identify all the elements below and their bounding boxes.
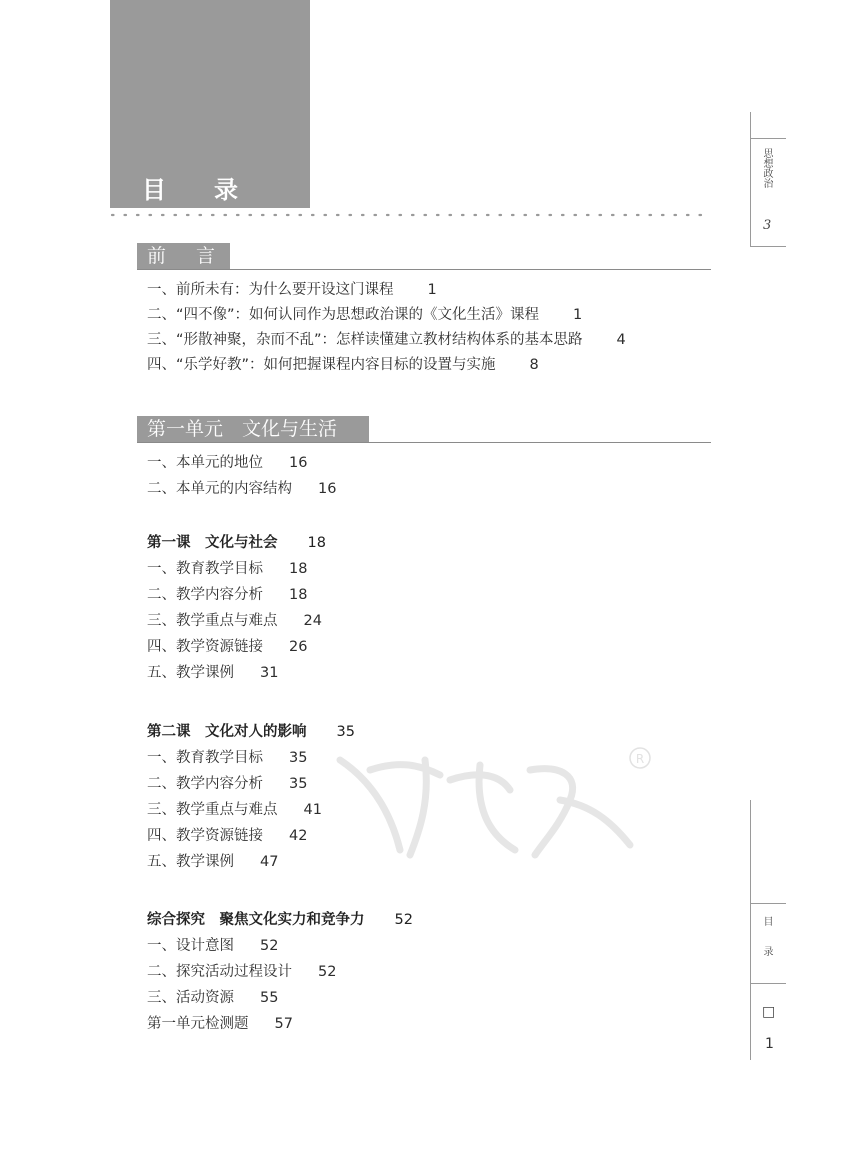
lesson-page: 35	[336, 724, 355, 740]
toc-page: 4	[616, 332, 626, 348]
toc-page: 16	[318, 481, 337, 497]
preface-rule	[137, 269, 711, 270]
unit1-rule	[137, 442, 711, 443]
toc-page: 42	[289, 828, 308, 844]
toc-text: 四、教学资源链接	[147, 639, 263, 655]
toc-text: 三、“形散神聚，杂而不乱”：怎样读懂建立教材结构体系的基本思路	[147, 332, 583, 348]
toc-text: 二、教学内容分析	[147, 587, 263, 603]
toc-text: 一、设计意图	[147, 938, 234, 954]
inquiry-block	[147, 909, 413, 1035]
toc-text: 一、教育教学目标	[147, 750, 263, 766]
box-glyph: □	[762, 1004, 776, 1020]
toc-text: 四、教学资源链接	[147, 828, 263, 844]
toc-text: 一、教育教学目标	[147, 561, 263, 577]
inquiry-page: 52	[394, 912, 413, 928]
inquiry-title: 综合探究 聚焦文化实力和竞争力	[147, 912, 365, 928]
preface-list	[147, 279, 626, 376]
toc-page: 1	[427, 282, 437, 298]
toc-text: 三、活动资源	[147, 990, 234, 1006]
toc-line[interactable]	[147, 304, 626, 326]
toc-text: 一、本单元的地位	[147, 455, 263, 471]
section-mark: 目录	[761, 916, 772, 976]
volume-number: 3	[763, 218, 772, 233]
toc-page: 31	[260, 665, 279, 681]
toc-page: 24	[303, 613, 322, 629]
toc-line[interactable]	[147, 354, 626, 376]
lesson-title-line[interactable]	[147, 532, 326, 554]
toc-page: 18	[289, 561, 308, 577]
toc-page: 57	[274, 1016, 293, 1032]
unit1-header: 第一单元 文化与生活	[147, 418, 338, 440]
margin-tick-bottom-b	[750, 983, 786, 984]
toc-page: 55	[260, 990, 279, 1006]
toc-line[interactable]	[147, 329, 626, 351]
toc-text: 五、教学课例	[147, 665, 234, 681]
toc-line[interactable]	[147, 610, 326, 632]
toc-line[interactable]	[147, 961, 413, 983]
unit1-header-band	[137, 416, 369, 442]
preface-header: 前 言	[147, 245, 228, 267]
margin-tick-bottom-a	[750, 903, 786, 904]
margin-rule-bottom	[750, 800, 751, 1060]
toc-line[interactable]	[147, 584, 326, 606]
dotted-rule	[110, 212, 710, 218]
toc-line[interactable]	[147, 452, 336, 474]
toc-line[interactable]	[147, 851, 355, 873]
toc-page: 1	[573, 307, 583, 323]
toc-line[interactable]	[147, 279, 626, 301]
margin-tick-mid	[750, 246, 786, 247]
inquiry-title-line[interactable]	[147, 909, 413, 931]
toc-text: 五、教学课例	[147, 854, 234, 870]
lesson-title-line[interactable]	[147, 721, 355, 743]
lesson-title: 第二课 文化对人的影响	[147, 724, 307, 740]
margin-tick-top	[750, 138, 786, 139]
toc-text: 三、教学重点与难点	[147, 802, 278, 818]
preface-header-band	[137, 243, 230, 269]
toc-page: 18	[289, 587, 308, 603]
margin-rule-top	[750, 112, 751, 247]
toc-text: 二、探究活动过程设计	[147, 964, 292, 980]
toc-line[interactable]	[147, 747, 355, 769]
toc-page: 41	[303, 802, 322, 818]
toc-text: 三、教学重点与难点	[147, 613, 278, 629]
toc-line[interactable]	[147, 478, 336, 500]
toc-page: 26	[289, 639, 308, 655]
toc-line[interactable]	[147, 825, 355, 847]
toc-page: 52	[260, 938, 279, 954]
toc-line[interactable]	[147, 799, 355, 821]
toc-text: 二、本单元的内容结构	[147, 481, 292, 497]
toc-page: 35	[289, 750, 308, 766]
toc-text: 一、前所未有：为什么要开设这门课程	[147, 282, 394, 298]
toc-page: 16	[289, 455, 308, 471]
lesson-title: 第一课 文化与社会	[147, 535, 278, 551]
toc-text: 四、“乐学好教”：如何把握课程内容目标的设置与实施	[147, 357, 496, 373]
toc-line[interactable]	[147, 636, 326, 658]
toc-line[interactable]	[147, 558, 326, 580]
lesson-page: 18	[307, 535, 326, 551]
toc-page: 8	[529, 357, 539, 373]
toc-page: 52	[318, 964, 337, 980]
toc-text: 二、“四不像”：如何认同作为思想政治课的《文化生活》课程	[147, 307, 540, 323]
page-title: 目录	[142, 176, 286, 204]
lesson1-block	[147, 532, 326, 684]
toc-line[interactable]	[147, 662, 326, 684]
toc-line[interactable]	[147, 773, 355, 795]
toc-text: 二、教学内容分析	[147, 776, 263, 792]
toc-page: 35	[289, 776, 308, 792]
svg-text:R: R	[635, 752, 645, 766]
toc-line[interactable]	[147, 987, 413, 1009]
toc-page: 47	[260, 854, 279, 870]
subject-label: 思想政治	[761, 148, 772, 188]
toc-line[interactable]	[147, 935, 413, 957]
toc-text: 第一单元检测题	[147, 1016, 249, 1032]
page-number: 1	[765, 1036, 774, 1052]
toc-line[interactable]	[147, 1013, 413, 1035]
watermark-logo	[330, 740, 660, 860]
unit1-intro	[147, 452, 336, 500]
lesson2-block	[147, 721, 355, 873]
